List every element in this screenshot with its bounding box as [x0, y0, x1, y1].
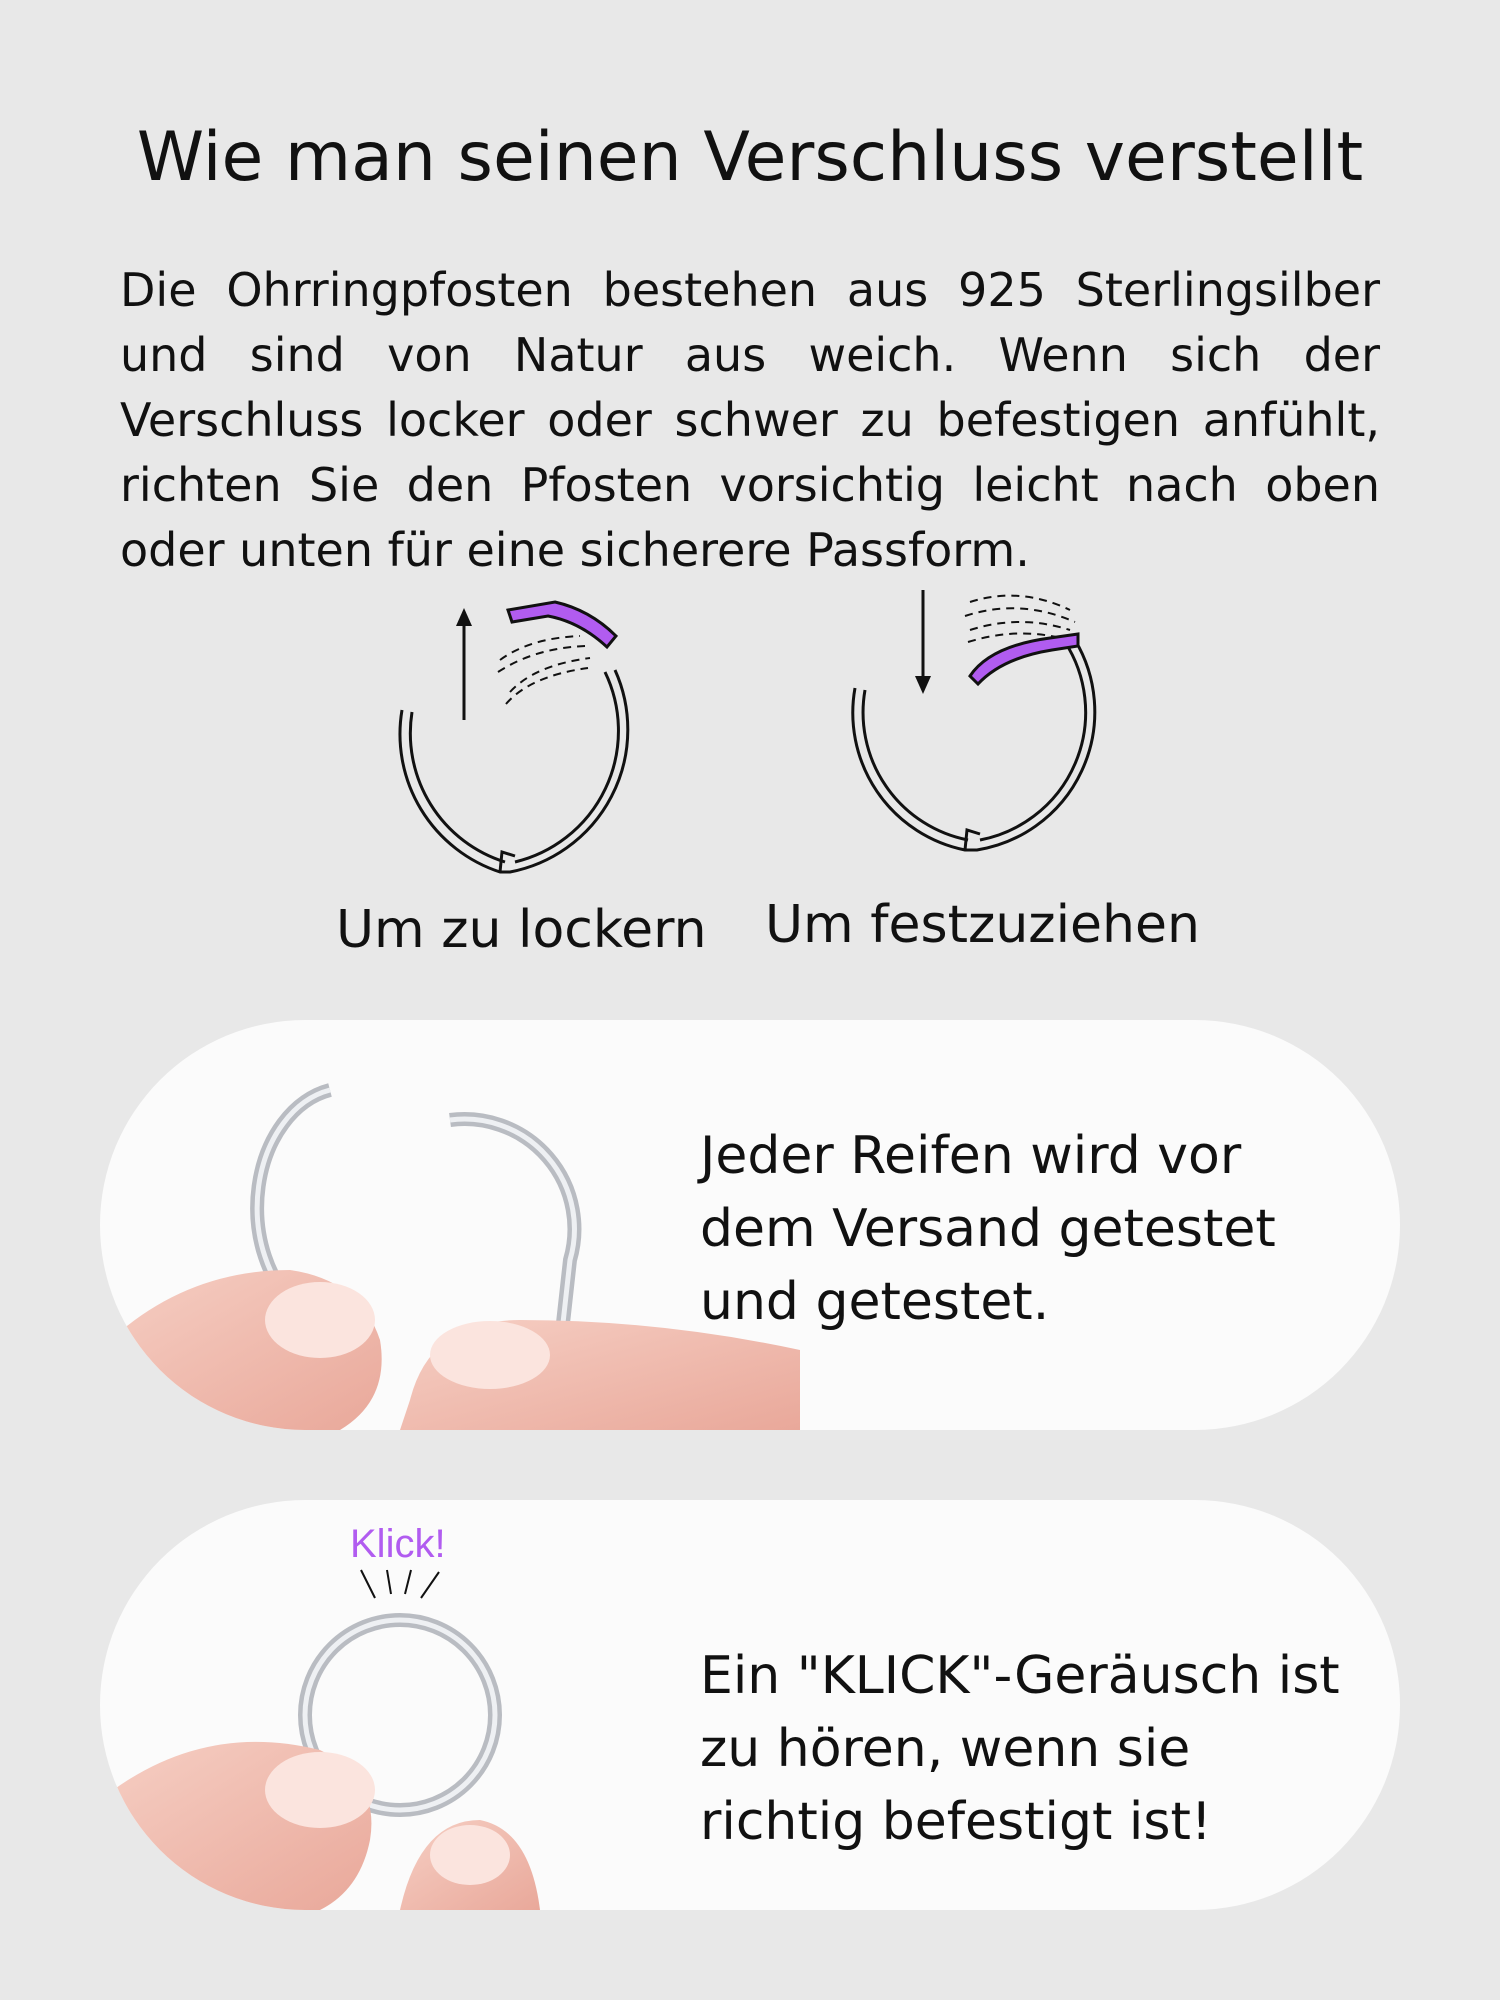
loosen-label: Um zu lockern — [336, 900, 707, 960]
closed-hoop-in-fingers-image — [100, 1500, 800, 1910]
klick-card — [100, 1500, 1400, 1910]
klick-text: Ein "KLICK"-Geräusch ist zu hören, wenn sie richtig befestigt ist! — [700, 1646, 1340, 1852]
tighten-hoop-icon — [853, 596, 1095, 850]
tested-card — [100, 1020, 1400, 1430]
tighten-label: Um festzuziehen — [765, 895, 1200, 955]
tighten-post-highlight — [970, 634, 1078, 684]
sound-lines-icon — [355, 1568, 445, 1618]
klick-label: Klick! — [350, 1522, 446, 1566]
loosen-post-highlight — [508, 602, 616, 647]
loosen-hoop-icon — [400, 636, 628, 872]
up-arrow-icon — [456, 608, 472, 720]
page-title: Wie man seinen Verschluss verstellt — [136, 118, 1364, 197]
tested-text: Jeder Reifen wird vor dem Versand getestet und getestet. — [700, 1126, 1276, 1332]
hoop-in-fingers-image — [100, 1020, 800, 1430]
down-arrow-icon — [915, 590, 931, 694]
intro-paragraph: Die Ohrringpfosten bestehen aus 925 Sterlingsilber und sind von Natur aus weich. Wenn sich der Verschluss locker oder schwer zu befestigen anfühlt, richten Sie den Pfosten vorsichtig leicht nach oben oder unten für eine sicherere Passform. — [120, 263, 1380, 577]
